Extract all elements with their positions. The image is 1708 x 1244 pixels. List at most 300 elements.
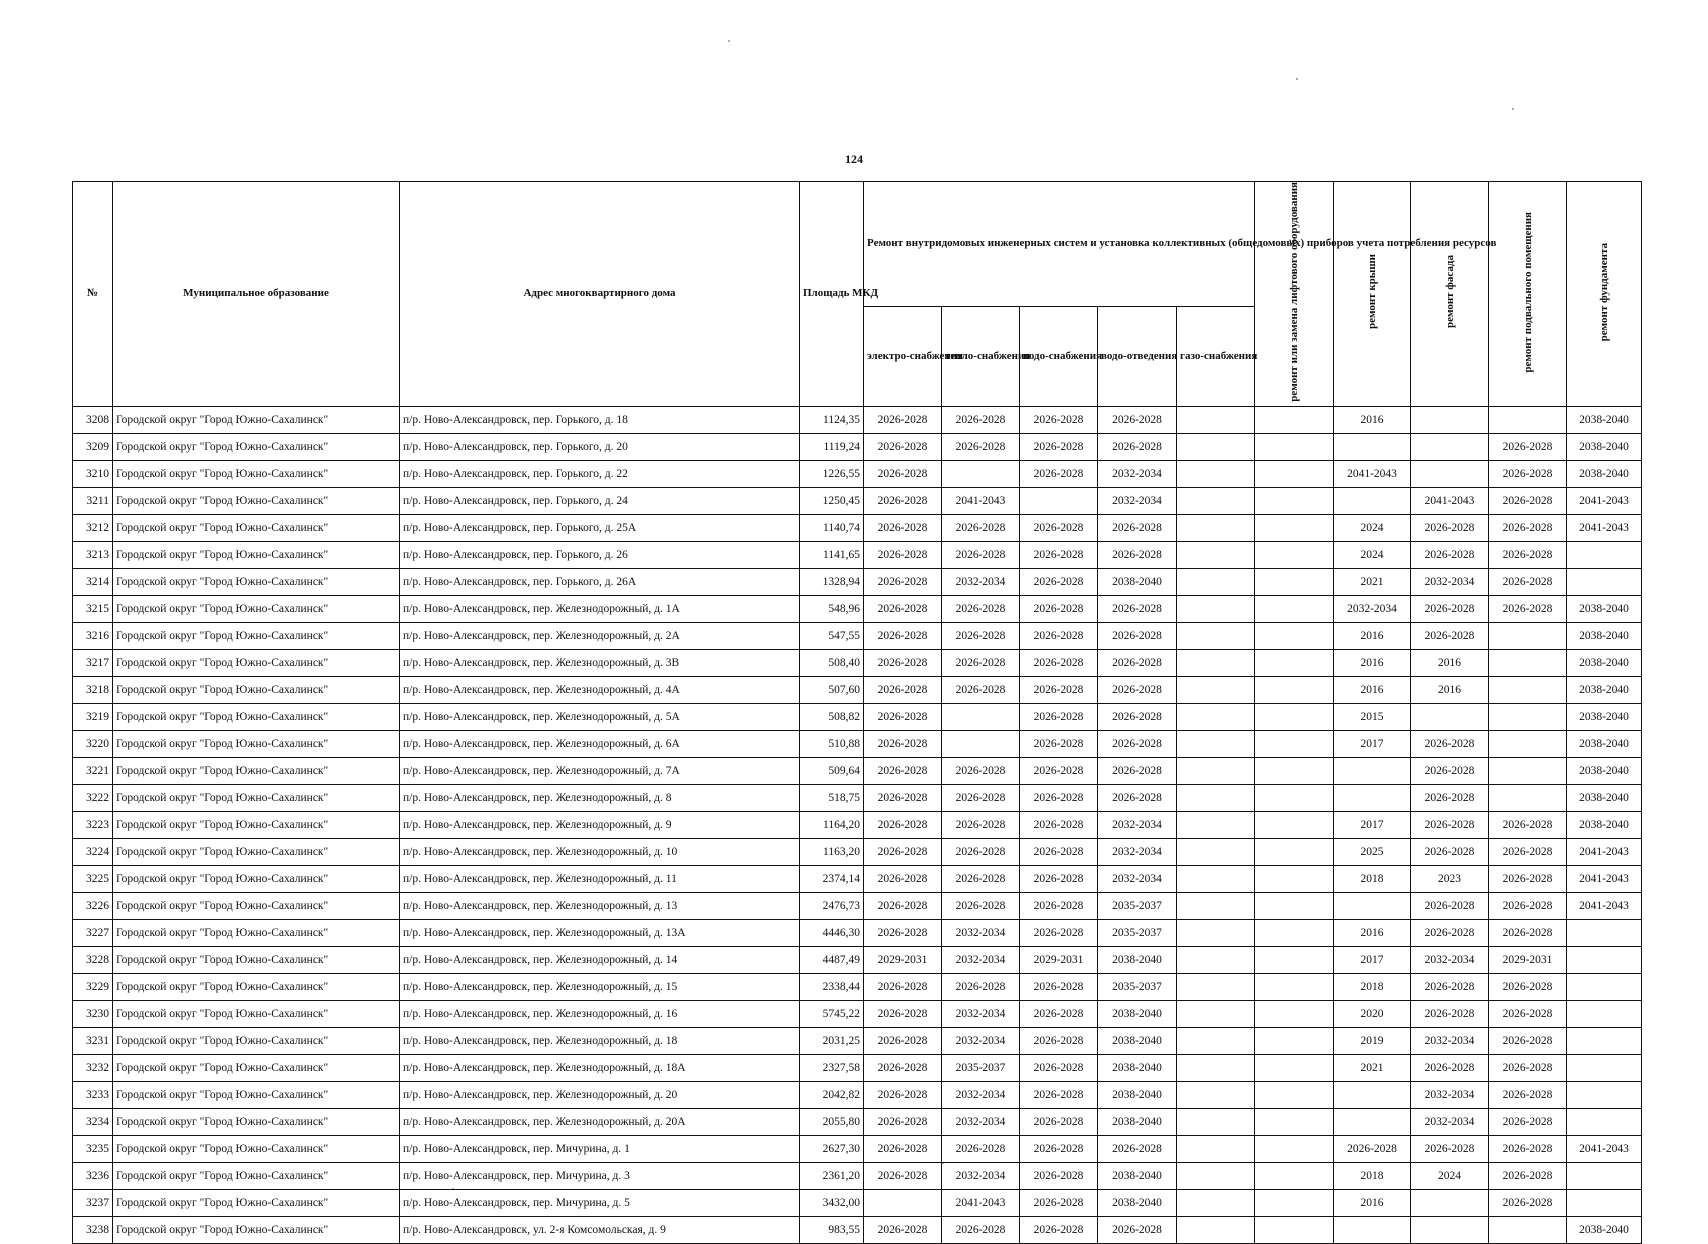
lift-cell: [1255, 1027, 1334, 1054]
gas-cell: [1177, 838, 1255, 865]
table-row: [73, 433, 1642, 460]
table-row: [73, 622, 1642, 649]
area-cell: 508,82: [800, 703, 864, 730]
electro-cell: 2026-2028: [864, 1000, 942, 1027]
row-number: 3219: [73, 703, 113, 730]
area-cell: 1119,24: [800, 433, 864, 460]
row-number: 3222: [73, 784, 113, 811]
water-supply-cell: 2026-2028: [1020, 1216, 1098, 1243]
table-row: [73, 649, 1642, 676]
water-drain-cell: 2026-2028: [1098, 406, 1177, 433]
heat-cell: [942, 730, 1020, 757]
table-row: [73, 595, 1642, 622]
row-number: 3220: [73, 730, 113, 757]
scan-speck: [1296, 78, 1298, 80]
row-number: 3227: [73, 919, 113, 946]
header-roof: [1334, 182, 1411, 407]
electro-cell: 2026-2028: [864, 460, 942, 487]
header-area: Площадь МКД: [800, 182, 864, 407]
address-cell: п/р. Ново-Александровск, пер. Железнодорожный, д. 1А: [400, 595, 800, 622]
lift-cell: [1255, 1162, 1334, 1189]
lift-cell: [1255, 595, 1334, 622]
facade-cell: 2032-2034: [1411, 1081, 1489, 1108]
basement-cell: [1489, 1216, 1567, 1243]
area-cell: 983,55: [800, 1216, 864, 1243]
lift-cell: [1255, 541, 1334, 568]
electro-cell: 2026-2028: [864, 1054, 942, 1081]
lift-cell: [1255, 460, 1334, 487]
roof-cell: [1334, 1108, 1411, 1135]
area-cell: 2327,58: [800, 1054, 864, 1081]
electro-cell: 2026-2028: [864, 838, 942, 865]
lift-cell: [1255, 568, 1334, 595]
gas-cell: [1177, 1108, 1255, 1135]
foundation-cell: 2038-2040: [1567, 622, 1642, 649]
roof-cell: 2018: [1334, 865, 1411, 892]
roof-cell: 2017: [1334, 811, 1411, 838]
municipality-cell: Городской округ "Город Южно-Сахалинск": [113, 1000, 400, 1027]
header-heat: тепло-снабжения: [942, 306, 1020, 406]
area-cell: 547,55: [800, 622, 864, 649]
water-supply-cell: 2026-2028: [1020, 919, 1098, 946]
water-drain-cell: 2026-2028: [1098, 1135, 1177, 1162]
water-drain-cell: 2038-2040: [1098, 1081, 1177, 1108]
lift-cell: [1255, 946, 1334, 973]
area-cell: 2361,20: [800, 1162, 864, 1189]
area-cell: 1124,35: [800, 406, 864, 433]
municipality-cell: Городской округ "Город Южно-Сахалинск": [113, 1054, 400, 1081]
lift-cell: [1255, 919, 1334, 946]
lift-cell: [1255, 973, 1334, 1000]
header-foundation-label: ремонт фундамента: [1598, 242, 1611, 342]
facade-cell: 2032-2034: [1411, 568, 1489, 595]
row-number: 3229: [73, 973, 113, 1000]
gas-cell: [1177, 757, 1255, 784]
municipality-cell: Городской округ "Город Южно-Сахалинск": [113, 568, 400, 595]
header-repair-group: Ремонт внутридомовых инженерных систем и установка коллективных (общедомовых) приборов учета потребления ресурсов: [864, 182, 1255, 307]
gas-cell: [1177, 406, 1255, 433]
municipality-cell: Городской округ "Город Южно-Сахалинск": [113, 757, 400, 784]
header-num: №: [73, 182, 113, 407]
heat-cell: 2026-2028: [942, 973, 1020, 1000]
gas-cell: [1177, 892, 1255, 919]
foundation-cell: 2041-2043: [1567, 514, 1642, 541]
heat-cell: 2041-2043: [942, 1189, 1020, 1216]
facade-cell: 2026-2028: [1411, 730, 1489, 757]
basement-cell: [1489, 730, 1567, 757]
basement-cell: 2026-2028: [1489, 1135, 1567, 1162]
municipality-cell: Городской округ "Город Южно-Сахалинск": [113, 811, 400, 838]
basement-cell: 2026-2028: [1489, 838, 1567, 865]
water-supply-cell: 2026-2028: [1020, 1027, 1098, 1054]
facade-cell: [1411, 406, 1489, 433]
repair-schedule-table: [72, 181, 1642, 1244]
foundation-cell: 2041-2043: [1567, 865, 1642, 892]
page-number: 124: [845, 152, 863, 166]
heat-cell: 2032-2034: [942, 1162, 1020, 1189]
electro-cell: 2026-2028: [864, 649, 942, 676]
municipality-cell: Городской округ "Город Южно-Сахалинск": [113, 703, 400, 730]
municipality-cell: Городской округ "Город Южно-Сахалинск": [113, 649, 400, 676]
heat-cell: 2026-2028: [942, 865, 1020, 892]
lift-cell: [1255, 838, 1334, 865]
roof-cell: 2019: [1334, 1027, 1411, 1054]
basement-cell: 2029-2031: [1489, 946, 1567, 973]
municipality-cell: Городской округ "Город Южно-Сахалинск": [113, 514, 400, 541]
lift-cell: [1255, 433, 1334, 460]
gas-cell: [1177, 1054, 1255, 1081]
address-cell: п/р. Ново-Александровск, пер. Железнодорожный, д. 7А: [400, 757, 800, 784]
roof-cell: 2017: [1334, 730, 1411, 757]
table-row: [73, 487, 1642, 514]
table-row: [73, 973, 1642, 1000]
basement-cell: 2026-2028: [1489, 1054, 1567, 1081]
table-body: [73, 406, 1642, 1243]
electro-cell: 2026-2028: [864, 406, 942, 433]
roof-cell: [1334, 757, 1411, 784]
basement-cell: [1489, 622, 1567, 649]
lift-cell: [1255, 784, 1334, 811]
electro-cell: 2026-2028: [864, 568, 942, 595]
basement-cell: 2026-2028: [1489, 541, 1567, 568]
heat-cell: 2026-2028: [942, 676, 1020, 703]
header-water-supply: водо-снабжения: [1020, 306, 1098, 406]
water-supply-cell: 2026-2028: [1020, 541, 1098, 568]
municipality-cell: Городской округ "Город Южно-Сахалинск": [113, 838, 400, 865]
heat-cell: 2026-2028: [942, 892, 1020, 919]
address-cell: п/р. Ново-Александровск, пер. Мичурина, д. 3: [400, 1162, 800, 1189]
municipality-cell: Городской округ "Город Южно-Сахалинск": [113, 1162, 400, 1189]
water-drain-cell: 2038-2040: [1098, 1162, 1177, 1189]
water-supply-cell: 2026-2028: [1020, 649, 1098, 676]
foundation-cell: [1567, 1054, 1642, 1081]
heat-cell: 2026-2028: [942, 514, 1020, 541]
electro-cell: 2026-2028: [864, 892, 942, 919]
facade-cell: 2026-2028: [1411, 811, 1489, 838]
area-cell: 509,64: [800, 757, 864, 784]
address-cell: п/р. Ново-Александровск, пер. Железнодорожный, д. 6А: [400, 730, 800, 757]
roof-cell: 2041-2043: [1334, 460, 1411, 487]
basement-cell: 2026-2028: [1489, 514, 1567, 541]
roof-cell: 2021: [1334, 1054, 1411, 1081]
basement-cell: [1489, 406, 1567, 433]
electro-cell: 2026-2028: [864, 433, 942, 460]
facade-cell: 2026-2028: [1411, 838, 1489, 865]
row-number: 3223: [73, 811, 113, 838]
gas-cell: [1177, 784, 1255, 811]
heat-cell: 2032-2034: [942, 919, 1020, 946]
water-drain-cell: 2026-2028: [1098, 676, 1177, 703]
electro-cell: 2026-2028: [864, 973, 942, 1000]
water-drain-cell: 2038-2040: [1098, 568, 1177, 595]
basement-cell: [1489, 784, 1567, 811]
address-cell: п/р. Ново-Александровск, пер. Горького, д. 20: [400, 433, 800, 460]
lift-cell: [1255, 1000, 1334, 1027]
header-basement: [1489, 182, 1567, 407]
lift-cell: [1255, 703, 1334, 730]
water-supply-cell: 2026-2028: [1020, 1162, 1098, 1189]
heat-cell: 2032-2034: [942, 1108, 1020, 1135]
foundation-cell: 2038-2040: [1567, 784, 1642, 811]
table-row: [73, 838, 1642, 865]
electro-cell: 2026-2028: [864, 1081, 942, 1108]
roof-cell: 2021: [1334, 568, 1411, 595]
water-supply-cell: 2026-2028: [1020, 460, 1098, 487]
row-number: 3237: [73, 1189, 113, 1216]
facade-cell: 2026-2028: [1411, 757, 1489, 784]
facade-cell: 2026-2028: [1411, 892, 1489, 919]
municipality-cell: Городской округ "Город Южно-Сахалинск": [113, 919, 400, 946]
basement-cell: 2026-2028: [1489, 1081, 1567, 1108]
heat-cell: 2032-2034: [942, 1000, 1020, 1027]
lift-cell: [1255, 487, 1334, 514]
area-cell: 510,88: [800, 730, 864, 757]
facade-cell: 2032-2034: [1411, 1027, 1489, 1054]
address-cell: п/р. Ново-Александровск, пер. Железнодорожный, д. 9: [400, 811, 800, 838]
facade-cell: 2026-2028: [1411, 1000, 1489, 1027]
roof-cell: 2026-2028: [1334, 1135, 1411, 1162]
area-cell: 4446,30: [800, 919, 864, 946]
lift-cell: [1255, 811, 1334, 838]
area-cell: 1163,20: [800, 838, 864, 865]
municipality-cell: Городской округ "Город Южно-Сахалинск": [113, 973, 400, 1000]
address-cell: п/р. Ново-Александровск, пер. Железнодорожный, д. 8: [400, 784, 800, 811]
foundation-cell: [1567, 973, 1642, 1000]
electro-cell: 2026-2028: [864, 676, 942, 703]
table-row: [73, 1054, 1642, 1081]
municipality-cell: Городской округ "Город Южно-Сахалинск": [113, 865, 400, 892]
header-facade-label: ремонт фасада: [1443, 255, 1456, 329]
basement-cell: [1489, 757, 1567, 784]
water-drain-cell: 2038-2040: [1098, 1000, 1177, 1027]
facade-cell: 2026-2028: [1411, 973, 1489, 1000]
header-roof-label: ремонт крыши: [1366, 254, 1379, 330]
row-number: 3215: [73, 595, 113, 622]
area-cell: 548,96: [800, 595, 864, 622]
water-supply-cell: 2026-2028: [1020, 838, 1098, 865]
gas-cell: [1177, 514, 1255, 541]
heat-cell: 2026-2028: [942, 622, 1020, 649]
address-cell: п/р. Ново-Александровск, пер. Железнодорожный, д. 20А: [400, 1108, 800, 1135]
water-supply-cell: 2026-2028: [1020, 406, 1098, 433]
gas-cell: [1177, 541, 1255, 568]
gas-cell: [1177, 568, 1255, 595]
row-number: 3226: [73, 892, 113, 919]
water-drain-cell: 2035-2037: [1098, 919, 1177, 946]
heat-cell: 2026-2028: [942, 811, 1020, 838]
heat-cell: 2032-2034: [942, 946, 1020, 973]
facade-cell: 2016: [1411, 676, 1489, 703]
gas-cell: [1177, 730, 1255, 757]
electro-cell: 2026-2028: [864, 919, 942, 946]
foundation-cell: 2038-2040: [1567, 676, 1642, 703]
municipality-cell: Городской округ "Город Южно-Сахалинск": [113, 433, 400, 460]
electro-cell: 2026-2028: [864, 622, 942, 649]
area-cell: 507,60: [800, 676, 864, 703]
electro-cell: 2029-2031: [864, 946, 942, 973]
heat-cell: 2032-2034: [942, 568, 1020, 595]
heat-cell: 2026-2028: [942, 595, 1020, 622]
facade-cell: 2024: [1411, 1162, 1489, 1189]
heat-cell: 2026-2028: [942, 757, 1020, 784]
electro-cell: 2026-2028: [864, 811, 942, 838]
water-supply-cell: 2026-2028: [1020, 730, 1098, 757]
roof-cell: 2016: [1334, 1189, 1411, 1216]
address-cell: п/р. Ново-Александровск, пер. Горького, д. 24: [400, 487, 800, 514]
address-cell: п/р. Ново-Александровск, пер. Железнодорожный, д. 20: [400, 1081, 800, 1108]
foundation-cell: 2041-2043: [1567, 487, 1642, 514]
lift-cell: [1255, 1108, 1334, 1135]
area-cell: 2042,82: [800, 1081, 864, 1108]
foundation-cell: [1567, 541, 1642, 568]
facade-cell: 2023: [1411, 865, 1489, 892]
electro-cell: [864, 1189, 942, 1216]
water-drain-cell: 2026-2028: [1098, 541, 1177, 568]
area-cell: 1164,20: [800, 811, 864, 838]
water-drain-cell: 2026-2028: [1098, 757, 1177, 784]
gas-cell: [1177, 676, 1255, 703]
header-electro: электро-снабжения: [864, 306, 942, 406]
header-address: Адрес многоквартирного дома: [400, 182, 800, 407]
roof-cell: 2017: [1334, 946, 1411, 973]
heat-cell: 2026-2028: [942, 838, 1020, 865]
address-cell: п/р. Ново-Александровск, пер. Железнодорожный, д. 16: [400, 1000, 800, 1027]
foundation-cell: [1567, 1189, 1642, 1216]
basement-cell: 2026-2028: [1489, 595, 1567, 622]
gas-cell: [1177, 811, 1255, 838]
gas-cell: [1177, 649, 1255, 676]
water-supply-cell: 2026-2028: [1020, 1054, 1098, 1081]
table-row: [73, 1162, 1642, 1189]
municipality-cell: Городской округ "Город Южно-Сахалинск": [113, 406, 400, 433]
water-drain-cell: 2038-2040: [1098, 1054, 1177, 1081]
scan-speck: [728, 40, 730, 42]
area-cell: 2476,73: [800, 892, 864, 919]
area-cell: 2338,44: [800, 973, 864, 1000]
municipality-cell: Городской округ "Город Южно-Сахалинск": [113, 487, 400, 514]
electro-cell: 2026-2028: [864, 541, 942, 568]
electro-cell: 2026-2028: [864, 757, 942, 784]
heat-cell: 2026-2028: [942, 433, 1020, 460]
facade-cell: 2026-2028: [1411, 919, 1489, 946]
basement-cell: 2026-2028: [1489, 865, 1567, 892]
table-row: [73, 757, 1642, 784]
electro-cell: 2026-2028: [864, 595, 942, 622]
row-number: 3212: [73, 514, 113, 541]
water-drain-cell: 2026-2028: [1098, 595, 1177, 622]
electro-cell: 2026-2028: [864, 865, 942, 892]
row-number: 3218: [73, 676, 113, 703]
area-cell: 2031,25: [800, 1027, 864, 1054]
address-cell: п/р. Ново-Александровск, пер. Железнодорожный, д. 10: [400, 838, 800, 865]
table-row: [73, 1108, 1642, 1135]
area-cell: 2627,30: [800, 1135, 864, 1162]
area-cell: 4487,49: [800, 946, 864, 973]
gas-cell: [1177, 460, 1255, 487]
foundation-cell: 2038-2040: [1567, 433, 1642, 460]
basement-cell: [1489, 703, 1567, 730]
basement-cell: 2026-2028: [1489, 973, 1567, 1000]
row-number: 3214: [73, 568, 113, 595]
address-cell: п/р. Ново-Александровск, пер. Железнодорожный, д. 18А: [400, 1054, 800, 1081]
municipality-cell: Городской округ "Город Южно-Сахалинск": [113, 1108, 400, 1135]
heat-cell: 2026-2028: [942, 406, 1020, 433]
address-cell: п/р. Ново-Александровск, пер. Горького, д. 22: [400, 460, 800, 487]
water-drain-cell: 2032-2034: [1098, 811, 1177, 838]
water-supply-cell: 2026-2028: [1020, 514, 1098, 541]
table-row: [73, 1081, 1642, 1108]
water-supply-cell: 2026-2028: [1020, 1108, 1098, 1135]
row-number: 3230: [73, 1000, 113, 1027]
roof-cell: [1334, 892, 1411, 919]
gas-cell: [1177, 595, 1255, 622]
water-supply-cell: 2026-2028: [1020, 433, 1098, 460]
heat-cell: [942, 460, 1020, 487]
facade-cell: [1411, 1189, 1489, 1216]
foundation-cell: [1567, 1027, 1642, 1054]
heat-cell: [942, 703, 1020, 730]
municipality-cell: Городской округ "Город Южно-Сахалинск": [113, 730, 400, 757]
roof-cell: 2015: [1334, 703, 1411, 730]
water-supply-cell: 2029-2031: [1020, 946, 1098, 973]
row-number: 3235: [73, 1135, 113, 1162]
area-cell: 1328,94: [800, 568, 864, 595]
roof-cell: 2016: [1334, 406, 1411, 433]
water-supply-cell: [1020, 487, 1098, 514]
table-row: [73, 730, 1642, 757]
table-row: [73, 919, 1642, 946]
foundation-cell: 2038-2040: [1567, 703, 1642, 730]
row-number: 3224: [73, 838, 113, 865]
heat-cell: 2026-2028: [942, 541, 1020, 568]
municipality-cell: Городской округ "Город Южно-Сахалинск": [113, 946, 400, 973]
table-row: [73, 1189, 1642, 1216]
table-row: [73, 514, 1642, 541]
municipality-cell: Городской округ "Город Южно-Сахалинск": [113, 541, 400, 568]
electro-cell: 2026-2028: [864, 487, 942, 514]
water-drain-cell: 2032-2034: [1098, 487, 1177, 514]
row-number: 3217: [73, 649, 113, 676]
row-number: 3208: [73, 406, 113, 433]
table-row: [73, 1216, 1642, 1243]
water-drain-cell: 2032-2034: [1098, 838, 1177, 865]
roof-cell: 2016: [1334, 622, 1411, 649]
lift-cell: [1255, 1135, 1334, 1162]
foundation-cell: 2038-2040: [1567, 1216, 1642, 1243]
lift-cell: [1255, 406, 1334, 433]
heat-cell: 2026-2028: [942, 784, 1020, 811]
address-cell: п/р. Ново-Александровск, пер. Железнодорожный, д. 13: [400, 892, 800, 919]
municipality-cell: Городской округ "Город Южно-Сахалинск": [113, 784, 400, 811]
roof-cell: 2016: [1334, 676, 1411, 703]
gas-cell: [1177, 1027, 1255, 1054]
row-number: 3221: [73, 757, 113, 784]
facade-cell: 2026-2028: [1411, 1054, 1489, 1081]
row-number: 3234: [73, 1108, 113, 1135]
area-cell: 2055,80: [800, 1108, 864, 1135]
facade-cell: [1411, 433, 1489, 460]
lift-cell: [1255, 514, 1334, 541]
water-drain-cell: 2026-2028: [1098, 649, 1177, 676]
table-row: [73, 865, 1642, 892]
header-gas: газо-снабжения: [1177, 306, 1255, 406]
water-drain-cell: 2026-2028: [1098, 622, 1177, 649]
table-row: [73, 1135, 1642, 1162]
water-drain-cell: 2026-2028: [1098, 1216, 1177, 1243]
scan-speck: [1512, 108, 1514, 110]
water-supply-cell: 2026-2028: [1020, 892, 1098, 919]
basement-cell: 2026-2028: [1489, 1108, 1567, 1135]
